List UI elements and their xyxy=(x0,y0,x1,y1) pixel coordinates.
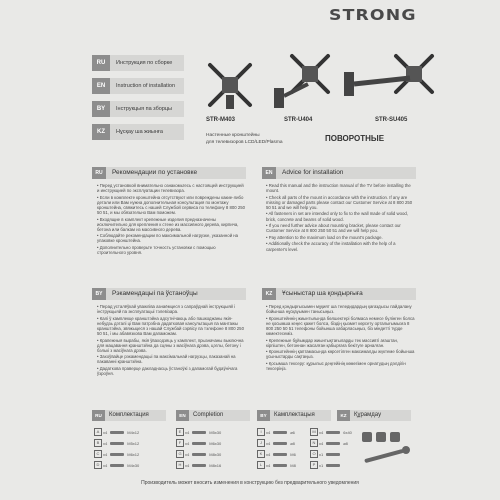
paragraph: • Pay attention to the maximum load on the mount's package. xyxy=(266,234,383,240)
completion-header-by xyxy=(257,410,331,421)
section-title: Advice for installation xyxy=(282,169,344,176)
part-size: 6x40 xyxy=(343,429,352,435)
model-label: STR-U404 xyxy=(284,117,313,123)
part-item xyxy=(94,450,139,458)
screw-icon xyxy=(326,431,340,434)
section-body-ru xyxy=(97,183,245,257)
paragraph: • Калі ў камплекце кранштэйна адсутнічаюць або пашкоджаны якія-небудзь дэталі ці Вам патрэбна дадатковая кансультацыя па мантажы кранштэйна, звяжыцеся з нашай Службай сэрвісу па тэлефоне 8 800 250 50 51, і мы абавязкова Вам дапаможам. xyxy=(97,315,244,336)
paragraph: • Қосымша тексеру: құрылыс деңгейінің көмегімен орнатудың дәлдігін тексеріңіз. xyxy=(266,360,406,372)
part-qty: x4 xyxy=(266,451,271,457)
paragraph: • Read this manual and the instruction manual of the TV before installing the mount. xyxy=(266,183,411,194)
part-qty: x4 xyxy=(266,440,271,446)
part-qty: x4 xyxy=(185,462,190,468)
screw-icon xyxy=(110,453,124,456)
lang-code: KZ xyxy=(92,124,110,140)
paragraph: • Check all parts of the mount in accordance with the instruction. If any are missing or damaged parts please contact our Customer Service at 8 800 250 50 51 and we will help you. xyxy=(266,194,413,210)
part-qty: x4 xyxy=(103,451,108,457)
part-size: M6x30 xyxy=(209,440,222,446)
part-size: M4x12 xyxy=(127,429,140,435)
part-id: L xyxy=(257,461,265,469)
lang-label: Instruction of installation xyxy=(116,83,176,89)
paragraph: • Перед қондырғысымен мұқият ша теледидардың қағаздысы пайдалану бойынша нұсқауымен танысыңыз. xyxy=(266,304,412,315)
paragraph: • Захоўвайце рэкамендацыі па максімальнай нагрузцы, паказанай на пакаванні кранштэйна. xyxy=(97,354,236,365)
screw-icon xyxy=(326,442,340,445)
part-qty: x4 xyxy=(185,440,190,446)
lang-label: Инструкция по сборке xyxy=(116,60,173,66)
part-item xyxy=(257,450,296,458)
paragraph: • Если в комплекте кронштейна отсутствуют или повреждены какие-либо детали или Вам нужна дополнительная консультация по монтажу кронштейна, свяжитесь с нашей Службой сервиса по телефону 8 800 250 50 51, и мы обязательно Вам поможем. xyxy=(97,194,245,215)
completion-code: KZ xyxy=(337,410,350,421)
part-qty: x4 xyxy=(185,451,190,457)
section-header-by xyxy=(92,288,246,300)
paragraph: • Соблюдайте рекомендации по максимальной нагрузке, указанной на упаковке кронштейна. xyxy=(97,233,239,244)
screw-icon xyxy=(273,442,287,445)
part-size: M5x30 xyxy=(209,429,222,435)
part-id: F xyxy=(176,439,184,447)
part-qty: x4 xyxy=(103,440,108,446)
part-size: M8 xyxy=(290,462,296,468)
part-size: M8x30 xyxy=(209,451,222,457)
screw-icon xyxy=(326,464,340,467)
part-size: ø6 xyxy=(290,429,295,435)
paragraph: • Крапежныя вырабы, якія ўваходзяць у камплект, прызначаны выключна для мацавання кранштэйна да сцяны з масіўнага дрэва, цэглы, бетону і бэлькі з масіўнага дрэва. xyxy=(97,337,244,353)
part-qty: x4 xyxy=(319,429,324,435)
part-item xyxy=(310,439,348,447)
part-size: M6x12 xyxy=(127,451,140,457)
part-qty: x4 xyxy=(185,429,190,435)
mount-su405-illustration xyxy=(340,50,440,115)
part-id: E xyxy=(176,428,184,436)
wrench-icon xyxy=(360,428,420,472)
paragraph: • Входящие в комплект крепежные изделия предназначены исключительно для крепления к стене из массивного дерева, кирпича, бетона или балкам из массивного дерева. xyxy=(97,216,239,232)
part-item xyxy=(310,428,352,436)
screw-icon xyxy=(273,464,287,467)
part-item xyxy=(176,439,221,447)
section-code: BY xyxy=(92,288,106,300)
lang-code: RU xyxy=(92,55,110,71)
part-id: O xyxy=(310,450,318,458)
screw-icon xyxy=(110,464,124,467)
brand-logo: STRONG xyxy=(329,6,417,24)
section-body-en xyxy=(266,183,416,253)
part-item xyxy=(257,428,295,436)
part-id: K xyxy=(257,450,265,458)
part-size: M6 xyxy=(290,451,296,457)
paragraph: • Кронштейннің қаптамасында көрсетілген максималды жүктеме бойынша ұсыныстарды сақтаңыз. xyxy=(266,349,415,360)
part-id: H xyxy=(176,461,184,469)
screw-icon xyxy=(273,431,287,434)
part-item xyxy=(176,461,221,469)
part-qty: x4 xyxy=(266,462,271,468)
part-item xyxy=(94,428,139,436)
screw-icon xyxy=(192,464,206,467)
section-code: KZ xyxy=(262,288,276,300)
paragraph: • Дадаткова праверце дакладнасць ўстаноўкі з дапамогай будаўнічага ўзроўня. xyxy=(97,366,238,377)
paragraph: • Additionally check the accuracy of the installation with the help of a carpenter's level. xyxy=(266,241,396,252)
part-qty: x4 xyxy=(319,440,324,446)
section-header-en xyxy=(262,167,416,179)
screw-icon xyxy=(110,442,124,445)
screw-icon xyxy=(326,453,340,456)
screw-icon xyxy=(192,431,206,434)
part-item xyxy=(94,439,139,447)
part-id: A xyxy=(94,428,102,436)
screw-icon xyxy=(110,431,124,434)
part-size: M8x16 xyxy=(209,462,222,468)
part-item xyxy=(257,439,295,447)
screw-icon xyxy=(273,453,287,456)
part-id: J xyxy=(257,439,265,447)
part-id: I xyxy=(257,428,265,436)
lang-code: BY xyxy=(92,101,110,117)
part-id: G xyxy=(176,450,184,458)
part-size: M5x12 xyxy=(127,440,140,446)
model-label: STR-SU405 xyxy=(375,117,408,123)
part-item xyxy=(257,461,296,469)
completion-code: BY xyxy=(257,410,270,421)
section-code: EN xyxy=(262,167,276,179)
section-header-ru xyxy=(92,167,246,179)
part-id: B xyxy=(94,439,102,447)
part-item xyxy=(176,450,221,458)
completion-header-kz xyxy=(337,410,411,421)
completion-header-en xyxy=(176,410,250,421)
section-body-by xyxy=(97,304,245,378)
completion-code: EN xyxy=(176,410,189,421)
paragraph: • All fasteners in set are intended only to fix to the wall made of solid wood, brick, concrete and beams of solid wood. xyxy=(266,211,408,222)
completion-title: Құрамдау xyxy=(354,412,382,418)
paragraph: • If you need further advice about mounting bracket, please contact our Customer Service at 8 800 250 50 51 and we will help you. xyxy=(266,223,401,234)
section-title: Рекомендации по установке xyxy=(112,169,198,176)
part-size: M4x30 xyxy=(127,462,140,468)
paragraph: • Кронштейннің жиынтығында бөлшектері болмаса немесе бүлінген болса не қосымша кеңес қажет болса, біздің қызмет көрсету орталығымызға 8 800 250 50 51 телефоны бойынша хабарласыңыз, біз міндетті түрде көмектесеміз. xyxy=(266,315,415,336)
lang-label: Нұсқау ша жиынға xyxy=(116,129,163,135)
part-qty: x1 xyxy=(319,462,324,468)
paragraph: • Крепежные бұйымдар жиынтықтағыларды тек массивті ағаштан, кірпіштен, бетоннан жасалған қабырғаға бекітуге арналған. xyxy=(266,337,399,348)
caption-line: Настенные кронштейны xyxy=(206,133,260,138)
caption-line: для телевизоров LCD/LED/Plasma xyxy=(206,140,283,145)
completion-header-ru xyxy=(92,410,166,421)
part-size: ø8 xyxy=(290,440,295,446)
completion-title: Комплектация xyxy=(109,412,149,418)
part-id: D xyxy=(94,461,102,469)
part-id: P xyxy=(310,461,318,469)
part-qty: x4 xyxy=(103,429,108,435)
part-id: M xyxy=(310,428,318,436)
section-header-kz xyxy=(262,288,416,300)
part-qty: x4 xyxy=(103,462,108,468)
paragraph: • Перед установкой внимательно ознакомьтесь с настоящей инструкцией и инструкцией по эксплуатации телевизора. xyxy=(97,183,244,194)
lang-label: Інструкцыя па зборцы xyxy=(116,106,172,112)
screw-icon xyxy=(192,442,206,445)
completion-title: Камплектацыя xyxy=(274,412,315,418)
paragraph: • Перад усталёўкай уважліва азнаёмцеся з сапраўднай інструкцыяй і інструкцыяй па эксплуатацыі тэлевізара. xyxy=(97,304,236,315)
completion-title: Completion xyxy=(193,412,224,418)
part-item xyxy=(94,461,139,469)
rotary-label: ПОВОРОТНЫЕ xyxy=(325,134,385,143)
model-label: STR-M403 xyxy=(206,117,236,123)
part-item xyxy=(310,461,343,469)
section-title: Ұсыныстар ша қондырғыға xyxy=(282,290,363,297)
mount-u404-illustration xyxy=(268,50,338,115)
section-code: RU xyxy=(92,167,106,179)
part-item xyxy=(176,428,221,436)
screw-icon xyxy=(192,453,206,456)
part-item xyxy=(310,450,343,458)
part-qty: x1 xyxy=(319,451,324,457)
part-size: ø8 xyxy=(343,440,348,446)
paragraph: • Дополнительно проверьте точность установки с помощью строительного уровня. xyxy=(97,245,216,256)
completion-code: RU xyxy=(92,410,105,421)
part-id: C xyxy=(94,450,102,458)
section-title: Рэкамендацыі па ўстаноўцы xyxy=(112,290,198,297)
footer-note: Производитель может вносить изменения в конструкцию без предварительного уведомления xyxy=(141,480,359,486)
part-qty: x4 xyxy=(266,429,271,435)
part-id: N xyxy=(310,439,318,447)
section-body-kz xyxy=(266,304,416,373)
mount-m403-illustration xyxy=(200,55,260,115)
lang-code: EN xyxy=(92,78,110,94)
